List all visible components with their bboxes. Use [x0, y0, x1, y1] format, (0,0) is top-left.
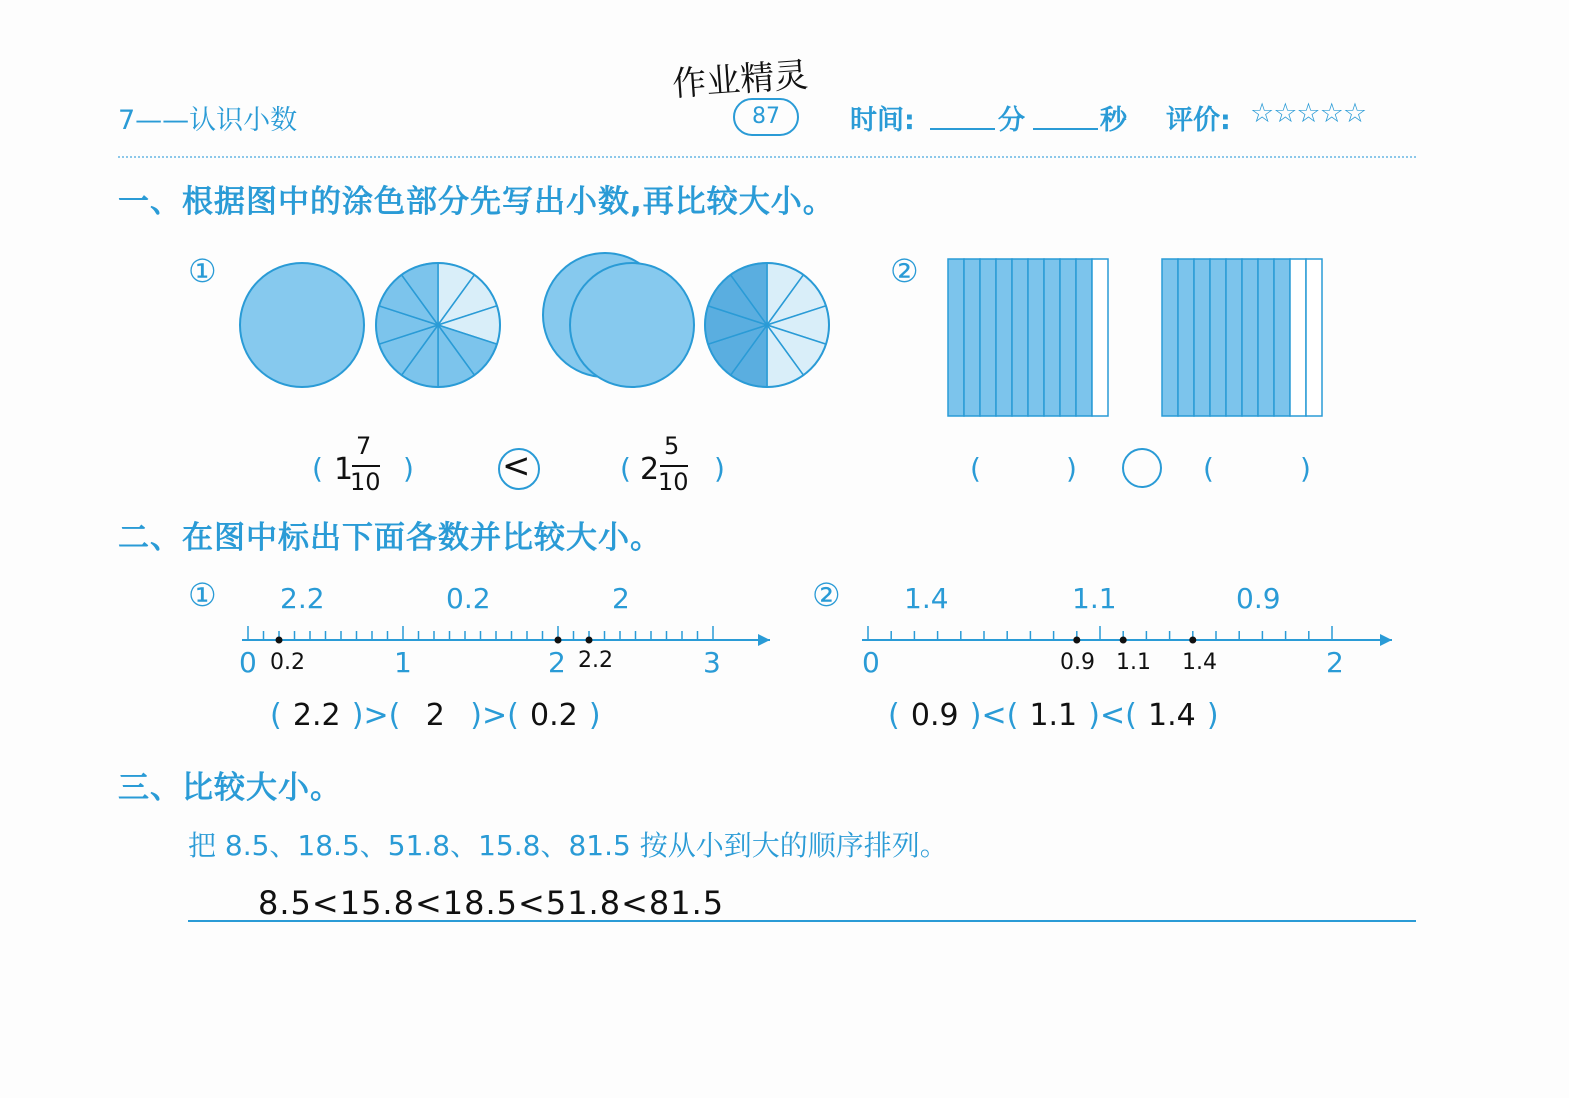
rating-label: 评价: [1166, 105, 1231, 136]
nl2-label-2: 2 [1326, 646, 1344, 679]
s2-q2-answer-3[interactable]: 1.4 [1148, 698, 1196, 733]
nl1-label-1: 1 [394, 646, 412, 679]
s1-q1-left-denominator: 10 [350, 468, 381, 496]
s2-q1-answer-3[interactable]: 0.2 [530, 698, 578, 733]
s2-q1-answer-2[interactable]: 2 [425, 698, 445, 733]
seconds-label: 秒 [1100, 105, 1127, 136]
minutes-label: 分 [998, 105, 1025, 136]
s2-q2-paren-open-2: ( [1006, 698, 1019, 733]
s2-q1-paren-close-1: ) [351, 698, 364, 733]
nl2-label-0: 0 [862, 646, 880, 679]
number-mark-0.2 [276, 637, 283, 644]
s2-q2-paren-close-3: ) [1206, 698, 1219, 733]
section3-answer-line [188, 920, 1416, 922]
s1-q2-left-paren-open: ( [970, 452, 981, 485]
s1-q1-right-paren-close: ) [714, 452, 725, 485]
nl1-mark-label-2.2: 2.2 [578, 648, 613, 673]
s2-q1-paren-open-3: ( [507, 698, 519, 733]
number-mark-2 [555, 637, 562, 644]
s1-q1-right-denominator: 10 [658, 468, 689, 496]
number-mark-1.4 [1189, 637, 1196, 644]
s1-q1-left-whole: 1 [334, 452, 354, 487]
section2-q2-num-c: 0.9 [1236, 582, 1281, 615]
s2-q2-symbol-1: < [981, 698, 1007, 733]
section2-q2-number: ② [812, 576, 841, 614]
s2-q1-paren-close-2: ) [470, 698, 483, 733]
number-mark-0.9 [1073, 637, 1080, 644]
s1-q1-left-paren-open: ( [312, 452, 323, 485]
s2-q1-paren-open-2: ( [388, 698, 401, 733]
section2-q2-num-a: 1.4 [904, 582, 949, 615]
s1-q2-right-paren-close: ) [1300, 452, 1311, 485]
s2-q1-paren-open-1: ( [270, 698, 282, 733]
section2-q2-num-b: 1.1 [1072, 582, 1117, 615]
nl2-mark-label-1.1: 1.1 [1116, 650, 1151, 675]
s2-q1-answer-row [270, 698, 601, 733]
s1-q1-right-whole: 2 [640, 452, 660, 487]
rating-stars[interactable]: ☆☆☆☆☆ [1250, 98, 1367, 129]
page-number: 87 [752, 104, 780, 129]
nl2-mark-label-0.9: 0.9 [1060, 650, 1095, 675]
s2-q1-paren-close-3: ) [588, 698, 601, 733]
section2-q1-num-b: 0.2 [446, 582, 491, 615]
section2-q1-num-a: 2.2 [280, 582, 325, 615]
s1-q2-left-paren-close: ) [1066, 452, 1077, 485]
s2-q2-answer-2[interactable]: 1.1 [1029, 698, 1078, 733]
s2-q1-answer-1[interactable]: 2.2 [292, 698, 341, 733]
section1-q2-number: ② [890, 252, 919, 290]
section3-answer[interactable]: 8.5<15.8<18.5<51.8<81.5 [258, 884, 725, 922]
section3-title: 三、比较大小。 [118, 770, 342, 806]
s1-q2-right-paren-open: ( [1203, 452, 1214, 485]
nl1-label-2: 2 [548, 646, 566, 679]
nl1-mark-label-0.2: 0.2 [270, 650, 305, 675]
s1-q1-right-paren-open: ( [620, 452, 631, 485]
nl1-label-3: 3 [703, 646, 721, 679]
s2-q2-paren-open-3: ( [1125, 698, 1137, 733]
section1-q1-number: ① [188, 252, 217, 290]
s1-q1-compare-symbol: < [502, 446, 531, 486]
time-label: 时间: [850, 105, 915, 136]
axis-arrow [758, 634, 770, 646]
s2-q2-symbol-2: < [1100, 698, 1126, 733]
s2-q1-symbol-2: > [482, 698, 508, 733]
s1-q1-left-numerator: 7 [356, 432, 372, 460]
s2-q1-symbol-1: > [363, 698, 389, 733]
nl1-label-0: 0 [239, 646, 257, 679]
axis-arrow [1380, 634, 1392, 646]
section2-title: 二、在图中标出下面各数并比较大小。 [118, 520, 662, 556]
number-line-1 [242, 626, 770, 646]
section2-q1-number: ① [188, 576, 217, 614]
number-line-2 [862, 626, 1392, 646]
s2-q2-answer-row [888, 698, 1219, 733]
unit-title: 7——认识小数 [118, 105, 298, 136]
s1-q1-right-numerator: 5 [664, 432, 680, 460]
nl2-mark-label-1.4: 1.4 [1182, 650, 1217, 675]
number-mark-2.2 [586, 637, 593, 644]
s1-q1-left-paren-close: ) [403, 452, 414, 485]
s2-q2-paren-close-1: ) [969, 698, 982, 733]
number-mark-1.1 [1120, 637, 1127, 644]
section2-q1-num-c: 2 [612, 582, 630, 615]
s2-q2-paren-open-1: ( [888, 698, 900, 733]
s2-q2-answer-1[interactable]: 0.9 [910, 698, 959, 733]
section1-title: 一、根据图中的涂色部分先写出小数,再比较大小。 [118, 184, 835, 220]
handwritten-stamp: 作业精灵 [671, 55, 810, 105]
s2-q2-paren-close-2: ) [1088, 698, 1101, 733]
section3-prompt: 把 8.5、18.5、51.8、15.8、81.5 按从小到大的顺序排列。 [188, 829, 948, 862]
